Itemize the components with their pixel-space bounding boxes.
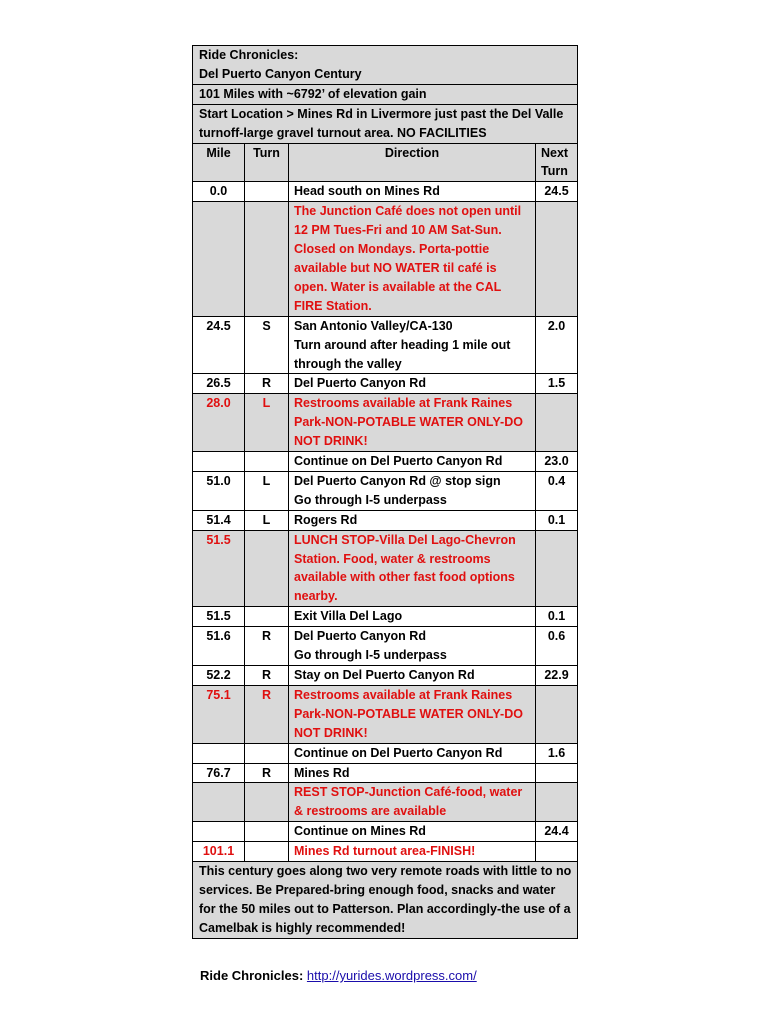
cue-row	[193, 530, 578, 607]
cue-row	[193, 316, 578, 374]
blog-link[interactable]: http://yurides.wordpress.com/	[306, 968, 477, 983]
cue-direction: Mines Rd turnout area-FINISH!	[289, 842, 536, 862]
cue-direction: Continue on Del Puerto Canyon Rd	[289, 452, 536, 472]
ride-summary: 101 Miles with ~6792’ of elevation gain	[193, 84, 578, 104]
cue-next-turn	[536, 783, 578, 822]
col-header-next-turn: Next Turn	[536, 143, 578, 182]
cue-turn: R	[245, 627, 289, 666]
cue-mile	[193, 822, 245, 842]
cue-turn	[245, 842, 289, 862]
cue-direction: Continue on Del Puerto Canyon Rd	[289, 743, 536, 763]
cue-direction-note: Go through I-5 underpass	[294, 648, 447, 663]
advisory-note: This century goes along two very remote roads with little to no services. Be Prepared-bring enough food, snacks and water for the 50 miles out to Patterson. Plan accordingly-the use of a Camelbak is highly recommended!	[193, 862, 578, 939]
cue-row	[193, 182, 578, 202]
cue-row	[193, 471, 578, 510]
cue-direction-note: Go through I-5 underpass	[294, 492, 447, 507]
cue-turn	[245, 530, 289, 607]
cue-row	[193, 783, 578, 822]
cue-next-turn: 0.1	[536, 607, 578, 627]
title-line-2: Del Puerto Canyon Century	[199, 66, 362, 81]
cue-direction: LUNCH STOP-Villa Del Lago-Chevron Station. Food, water & restrooms available with other fast food options nearby.	[289, 530, 536, 607]
cue-next-turn: 24.5	[536, 182, 578, 202]
cue-mile	[193, 783, 245, 822]
cue-turn	[245, 452, 289, 472]
cue-direction: Rogers Rd	[289, 510, 536, 530]
cue-next-turn: 0.6	[536, 627, 578, 666]
cue-turn: L	[245, 510, 289, 530]
cue-turn	[245, 182, 289, 202]
cue-row	[193, 510, 578, 530]
cue-turn	[245, 607, 289, 627]
cue-row	[193, 452, 578, 472]
start-location: Start Location > Mines Rd in Livermore just past the Del Valle turnoff-large gravel turnout area. NO FACILITIES	[193, 104, 578, 143]
cue-direction	[289, 471, 536, 510]
cue-row	[193, 822, 578, 842]
cue-turn: R	[245, 374, 289, 394]
cue-mile: 51.4	[193, 510, 245, 530]
cue-mile: 28.0	[193, 394, 245, 452]
cue-mile: 24.5	[193, 316, 245, 374]
cue-next-turn: 24.4	[536, 822, 578, 842]
cue-row	[193, 842, 578, 862]
cue-row	[193, 685, 578, 743]
cue-row	[193, 394, 578, 452]
cue-direction: REST STOP-Junction Café-food, water & restrooms are available	[289, 783, 536, 822]
title-line-1: Ride Chronicles:	[199, 48, 299, 62]
column-header-row	[193, 143, 578, 182]
cue-row	[193, 743, 578, 763]
cue-next-turn: 1.6	[536, 743, 578, 763]
cue-direction: Del Puerto Canyon Rd	[289, 374, 536, 394]
advisory-note-row	[193, 862, 578, 939]
cue-direction: The Junction Café does not open until 12 PM Tues-Fri and 10 AM Sat-Sun. Closed on Mondays. Porta-pottie available but NO WATER til café is open. Water is available at the CAL FIRE Station.	[289, 202, 536, 316]
cue-direction-line: San Antonio Valley/CA-130	[294, 318, 453, 333]
cue-mile: 51.6	[193, 627, 245, 666]
cue-turn: L	[245, 394, 289, 452]
cue-direction: Exit Villa Del Lago	[289, 607, 536, 627]
cue-row	[193, 666, 578, 686]
cue-turn	[245, 743, 289, 763]
cue-next-turn	[536, 842, 578, 862]
cue-mile: 51.5	[193, 530, 245, 607]
cue-mile: 52.2	[193, 666, 245, 686]
cue-direction: Mines Rd	[289, 763, 536, 783]
cue-direction: Continue on Mines Rd	[289, 822, 536, 842]
cue-direction: Head south on Mines Rd	[289, 182, 536, 202]
cue-row	[193, 374, 578, 394]
cue-next-turn: 22.9	[536, 666, 578, 686]
cue-next-turn: 23.0	[536, 452, 578, 472]
cue-direction: Stay on Del Puerto Canyon Rd	[289, 666, 536, 686]
cue-direction: Restrooms available at Frank Raines Park-NON-POTABLE WATER ONLY-DO NOT DRINK!	[289, 394, 536, 452]
cue-next-turn	[536, 685, 578, 743]
cue-turn: R	[245, 685, 289, 743]
cue-mile: 51.5	[193, 607, 245, 627]
cue-turn	[245, 822, 289, 842]
cue-next-turn	[536, 763, 578, 783]
cue-mile	[193, 743, 245, 763]
cue-mile: 0.0	[193, 182, 245, 202]
cue-turn: S	[245, 316, 289, 374]
cue-direction	[289, 627, 536, 666]
cue-next-turn: 0.4	[536, 471, 578, 510]
cue-turn: L	[245, 471, 289, 510]
cue-turn	[245, 202, 289, 316]
summary-row	[193, 84, 578, 104]
cue-turn	[245, 783, 289, 822]
cue-mile: 75.1	[193, 685, 245, 743]
cue-mile: 101.1	[193, 842, 245, 862]
cue-direction-line: Del Puerto Canyon Rd	[294, 629, 426, 644]
cue-mile	[193, 452, 245, 472]
start-location-row	[193, 104, 578, 143]
cue-mile: 26.5	[193, 374, 245, 394]
cue-direction: Restrooms available at Frank Raines Park-NON-POTABLE WATER ONLY-DO NOT DRINK!	[289, 685, 536, 743]
cue-turn: R	[245, 666, 289, 686]
cue-direction	[289, 316, 536, 374]
cue-direction-note: Turn around after heading 1 mile out through the valley	[294, 337, 511, 371]
cue-turn: R	[245, 763, 289, 783]
footer	[200, 968, 477, 983]
cue-next-turn: 2.0	[536, 316, 578, 374]
cue-mile: 51.0	[193, 471, 245, 510]
title-row	[193, 46, 578, 85]
cue-next-turn	[536, 530, 578, 607]
cue-row	[193, 763, 578, 783]
cue-row	[193, 607, 578, 627]
cue-next-turn: 1.5	[536, 374, 578, 394]
footer-label: Ride Chronicles:	[200, 968, 307, 983]
col-header-mile: Mile	[193, 143, 245, 182]
cue-direction-line: Del Puerto Canyon Rd @ stop sign	[294, 473, 501, 488]
cue-row	[193, 202, 578, 316]
cue-sheet-table	[192, 45, 578, 939]
col-header-turn: Turn	[245, 143, 289, 182]
cue-next-turn	[536, 202, 578, 316]
col-header-direction: Direction	[289, 143, 536, 182]
cue-mile	[193, 202, 245, 316]
cue-mile: 76.7	[193, 763, 245, 783]
cue-row	[193, 627, 578, 666]
cue-next-turn	[536, 394, 578, 452]
cue-next-turn: 0.1	[536, 510, 578, 530]
